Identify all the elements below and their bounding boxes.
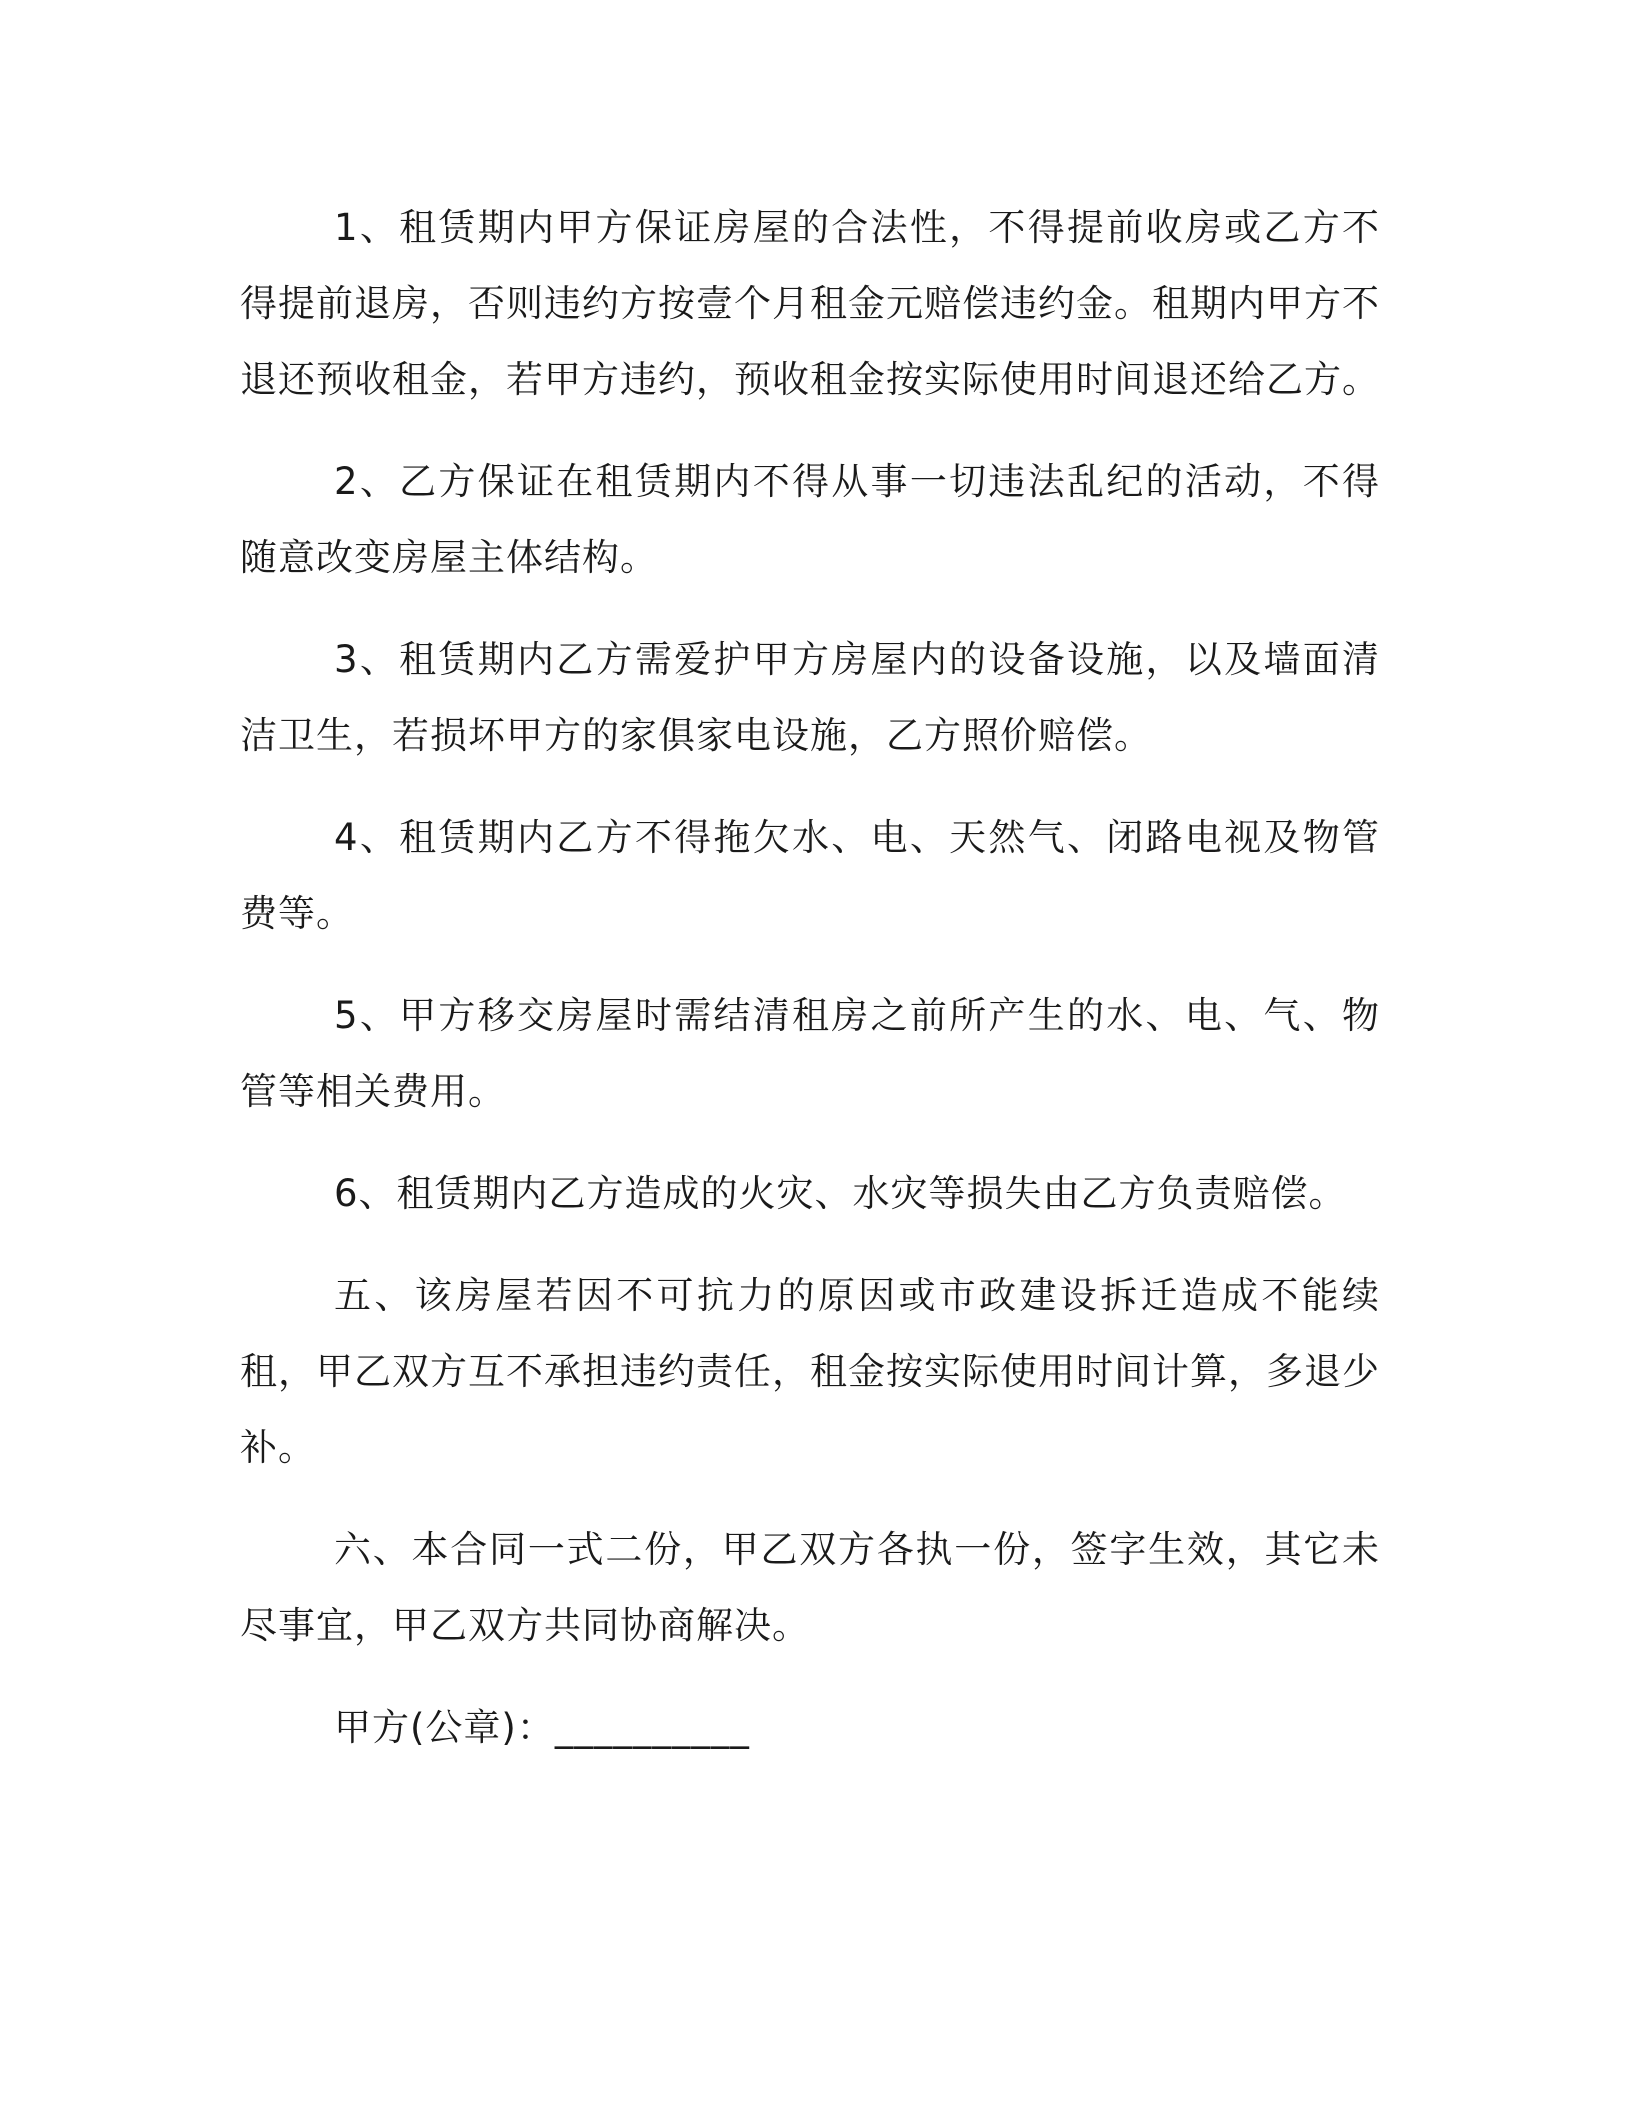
clause-3: 3、租赁期内乙方需爱护甲方房屋内的设备设施，以及墙面清洁卫生，若损坏甲方的家俱家电设施，乙方照价赔偿。 xyxy=(240,638,1380,757)
clause-4: 4、租赁期内乙方不得拖欠水、电、天然气、闭路电视及物管费等。 xyxy=(240,816,1380,935)
clause-2: 2、乙方保证在租赁期内不得从事一切违法乱纪的活动，不得随意改变房屋主体结构。 xyxy=(240,460,1380,579)
party-a-signature-line: 甲方(公章)：__________ xyxy=(334,1706,750,1749)
clause-5: 5、甲方移交房屋时需结清租房之前所产生的水、电、气、物管等相关费用。 xyxy=(240,994,1380,1113)
section-five: 五、该房屋若因不可抗力的原因或市政建设拆迁造成不能续租，甲乙双方互不承担违约责任，租金按实际使用时间计算，多退少补。 xyxy=(240,1274,1380,1469)
section-six: 六、本合同一式二份，甲乙双方各执一份，签字生效，其它未尽事宜，甲乙双方共同协商解决。 xyxy=(240,1528,1380,1647)
clause-1: 1、租赁期内甲方保证房屋的合法性，不得提前收房或乙方不得提前退房，否则违约方按壹个月租金元赔偿违约金。租期内甲方不退还预收租金，若甲方违约，预收租金按实际使用时间退还给乙方。 xyxy=(240,206,1380,401)
document-body xyxy=(240,190,1380,1766)
clause-6: 6、租赁期内乙方造成的火灾、水灾等损失由乙方负责赔偿。 xyxy=(334,1172,1347,1215)
